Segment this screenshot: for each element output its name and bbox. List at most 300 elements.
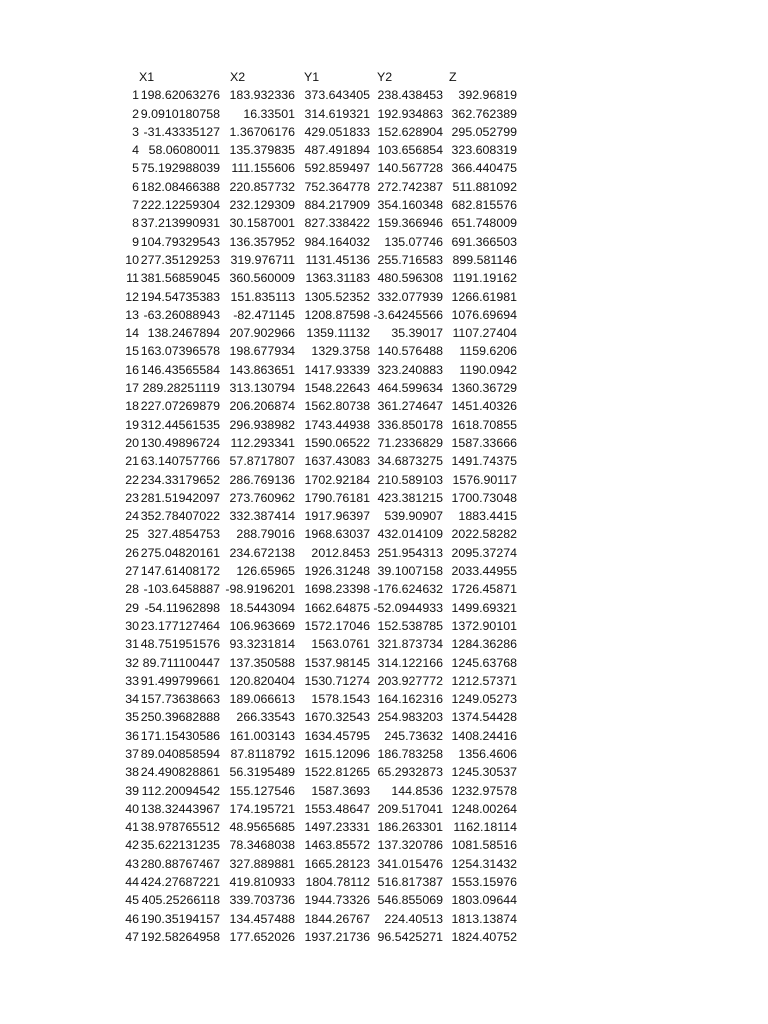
cell-y2: 423.381215 — [377, 490, 443, 505]
cell-y2: 71.2336829 — [377, 435, 443, 450]
row-index: 13 — [125, 307, 139, 322]
cell-x1: 58.06080011 — [148, 143, 220, 158]
cell-z: 1803.09644 — [451, 893, 517, 908]
cell-y1: 1548.22643 — [304, 381, 370, 396]
cell-x2: 327.889881 — [229, 856, 295, 871]
cell-y2: 361.274647 — [377, 399, 443, 414]
table-row — [113, 562, 517, 580]
cell-z: 1159.6206 — [459, 344, 517, 359]
cell-z: 1491.74375 — [451, 454, 517, 469]
table-row — [113, 544, 517, 562]
cell-x1: 130.49896724 — [140, 435, 220, 450]
cell-x1: 227.07269879 — [140, 399, 220, 414]
cell-x2: 56.3195489 — [229, 765, 295, 780]
cell-x1: -31.43335127 — [143, 124, 220, 139]
cell-y1: 1937.21736 — [304, 929, 370, 944]
cell-x1: 250.39682888 — [140, 710, 220, 725]
cell-y1: 1662.64875 — [304, 600, 370, 615]
row-index: 9 — [132, 234, 139, 249]
row-index: 32 — [125, 655, 139, 670]
table-row — [113, 361, 517, 379]
table-row — [113, 507, 517, 525]
row-index: 22 — [125, 472, 139, 487]
cell-x1: 9.0910180758 — [140, 106, 220, 121]
cell-y1: 1497.23331 — [304, 820, 370, 835]
cell-y2: 336.850178 — [377, 417, 443, 432]
table-row — [113, 324, 517, 342]
cell-z: 1374.54428 — [451, 710, 517, 725]
row-index: 23 — [125, 490, 139, 505]
cell-x2: 206.206874 — [229, 399, 295, 414]
cell-z: 2095.37274 — [451, 545, 517, 560]
row-index: 39 — [125, 783, 139, 798]
row-index: 29 — [125, 600, 139, 615]
table-row — [113, 178, 517, 196]
cell-x2: 151.835113 — [230, 289, 295, 304]
cell-x1: 192.58264958 — [140, 929, 220, 944]
cell-x1: 194.54735383 — [140, 289, 220, 304]
table-row — [113, 928, 517, 946]
row-index: 4 — [132, 143, 139, 158]
cell-y2: 103.656854 — [377, 143, 443, 158]
cell-y1: 1562.80738 — [304, 399, 370, 414]
cell-y2: 135.07746 — [384, 234, 443, 249]
cell-z: 1618.70855 — [451, 417, 517, 432]
cell-x2: 120.820404 — [229, 673, 295, 688]
cell-y2: 516.817387 — [377, 875, 443, 890]
cell-x2: 57.8717807 — [229, 454, 295, 469]
table-row — [113, 818, 517, 836]
cell-y1: 1463.85572 — [304, 838, 370, 853]
cell-x2: 189.066613 — [229, 692, 295, 707]
cell-x1: -103.6458887 — [143, 582, 220, 597]
cell-y1: 1363.31183 — [305, 271, 370, 286]
cell-x2: 234.672138 — [229, 545, 295, 560]
row-index: 21 — [125, 454, 139, 469]
row-index: 36 — [125, 728, 139, 743]
cell-z: 392.96819 — [458, 88, 517, 103]
table-row — [113, 910, 517, 928]
table-row — [113, 599, 517, 617]
cell-x2: 207.902966 — [229, 326, 295, 341]
cell-y1: 1702.92184 — [304, 472, 370, 487]
cell-y1: 984.164032 — [304, 234, 370, 249]
cell-y2: 159.366946 — [377, 216, 443, 231]
cell-x2: 232.129309 — [229, 198, 295, 213]
cell-z: 1553.15976 — [451, 875, 517, 890]
cell-x1: 222.12259304 — [140, 198, 220, 213]
cell-x1: 89.040858594 — [140, 746, 220, 761]
cell-z: 1824.40752 — [451, 929, 517, 944]
row-index: 46 — [125, 911, 139, 926]
cell-x2: 135.379835 — [229, 143, 295, 158]
cell-x2: 183.932336 — [229, 88, 295, 103]
cell-x2: 111.155606 — [231, 161, 295, 176]
cell-z: 1356.4606 — [458, 746, 517, 761]
row-index: 31 — [125, 637, 139, 652]
cell-x2: 273.760962 — [229, 490, 295, 505]
row-index: 6 — [132, 179, 139, 194]
table-body — [113, 86, 517, 946]
cell-y2: 152.538785 — [377, 618, 443, 633]
cell-y2: 186.783258 — [377, 746, 443, 761]
cell-z: 1232.97578 — [451, 783, 517, 798]
cell-x1: 157.73638663 — [140, 692, 220, 707]
cell-z: 1191.19162 — [452, 271, 517, 286]
cell-x2: 360.560009 — [229, 271, 295, 286]
table-row — [113, 580, 517, 598]
cell-x2: 220.857732 — [229, 179, 295, 194]
cell-y1: 1634.45795 — [304, 728, 370, 743]
row-index: 17 — [125, 381, 139, 396]
cell-y1: 1844.26767 — [304, 911, 370, 926]
cell-x1: 280.88767467 — [140, 856, 220, 871]
cell-z: 1451.40326 — [451, 399, 517, 414]
table-row — [113, 251, 517, 269]
table-row — [113, 141, 517, 159]
cell-x1: 281.51942097 — [140, 490, 220, 505]
cell-x2: 106.963669 — [229, 618, 295, 633]
cell-y2: 254.983203 — [377, 710, 443, 725]
cell-y2: 144.8536 — [391, 783, 443, 798]
cell-y1: 1637.43083 — [304, 454, 370, 469]
cell-y2: 238.438453 — [377, 88, 443, 103]
cell-x1: 289.28251119 — [142, 381, 220, 396]
table-row — [113, 891, 517, 909]
cell-x2: 319.976711 — [230, 252, 295, 267]
header-y2: Y2 — [377, 70, 393, 84]
cell-x2: 93.3231814 — [229, 637, 295, 652]
cell-z: 1254.31432 — [451, 856, 517, 871]
cell-z: 1576.90117 — [452, 472, 517, 487]
cell-y1: 1804.78112 — [305, 875, 370, 890]
row-index: 45 — [125, 893, 139, 908]
header-row — [113, 68, 517, 86]
table-row — [113, 379, 517, 397]
cell-y1: 1944.73326 — [304, 893, 370, 908]
cell-z: 1284.36286 — [451, 637, 517, 652]
row-index: 15 — [125, 344, 139, 359]
row-index: 14 — [125, 326, 139, 341]
row-index: 42 — [125, 838, 139, 853]
cell-y1: 1537.98145 — [304, 655, 370, 670]
row-index: 10 — [125, 252, 139, 267]
cell-z: 1076.69694 — [451, 307, 517, 322]
table-row — [113, 727, 517, 745]
cell-y1: 884.217909 — [304, 198, 370, 213]
cell-y1: 1590.06522 — [304, 435, 370, 450]
header-y1: Y1 — [304, 70, 320, 84]
cell-z: 511.881092 — [452, 179, 517, 194]
cell-z: 1813.13874 — [451, 911, 517, 926]
cell-x1: 112.20094542 — [141, 783, 220, 798]
cell-y2: 255.716583 — [377, 252, 443, 267]
table-row — [113, 105, 517, 123]
cell-y1: 487.491894 — [304, 143, 370, 158]
cell-y1: 1968.63037 — [304, 527, 370, 542]
row-index: 41 — [125, 820, 139, 835]
cell-y2: 464.599634 — [377, 381, 443, 396]
cell-x2: 143.863651 — [229, 362, 295, 377]
cell-y1: 1917.96397 — [304, 509, 370, 524]
row-index: 40 — [125, 801, 139, 816]
header-x2: X2 — [230, 70, 246, 84]
cell-x2: 87.8118792 — [230, 746, 295, 761]
cell-y2: 272.742387 — [377, 179, 443, 194]
cell-x2: 16.33501 — [243, 106, 295, 121]
cell-z: 1883.4415 — [458, 509, 517, 524]
cell-z: 1162.18114 — [453, 820, 517, 835]
cell-y1: 1305.52352 — [304, 289, 370, 304]
table-row — [113, 745, 517, 763]
row-index: 16 — [125, 362, 139, 377]
table-row — [113, 800, 517, 818]
cell-y2: -3.64245566 — [373, 307, 443, 322]
table-row — [113, 416, 517, 434]
cell-z: 1107.27404 — [452, 326, 517, 341]
cell-x1: 38.978765512 — [140, 820, 220, 835]
row-index: 35 — [125, 710, 139, 725]
cell-x2: 313.130794 — [229, 381, 295, 396]
cell-y2: 39.1007158 — [377, 564, 443, 579]
cell-y1: 827.338422 — [304, 216, 370, 231]
cell-x1: 277.35129253 — [140, 252, 220, 267]
cell-x1: 23.177127464 — [140, 618, 220, 633]
cell-y1: 1587.3693 — [311, 783, 370, 798]
cell-y2: 140.576488 — [377, 344, 443, 359]
cell-x1: 146.43565584 — [140, 362, 220, 377]
cell-x2: 332.387414 — [229, 509, 295, 524]
row-index: 27 — [125, 564, 139, 579]
cell-x1: 138.32443967 — [140, 801, 220, 816]
table-row — [113, 342, 517, 360]
table-row — [113, 434, 517, 452]
cell-y1: 1329.3758 — [311, 344, 370, 359]
cell-z: 2022.58282 — [451, 527, 517, 542]
cell-y2: 209.517041 — [377, 801, 443, 816]
cell-x1: 327.4854753 — [147, 527, 220, 542]
cell-x1: 37.213990931 — [140, 216, 220, 231]
cell-x2: 155.127546 — [229, 783, 295, 798]
cell-y1: 752.364778 — [304, 179, 370, 194]
cell-z: 1245.63768 — [451, 655, 517, 670]
table-row — [113, 489, 517, 507]
cell-y1: 1522.81265 — [304, 765, 370, 780]
cell-z: 2033.44955 — [451, 564, 517, 579]
cell-x1: 163.07396578 — [140, 344, 220, 359]
table-row — [113, 288, 517, 306]
table-row — [113, 763, 517, 781]
cell-x2: 198.677934 — [229, 344, 295, 359]
cell-y2: 137.320786 — [377, 838, 443, 853]
row-index: 33 — [125, 673, 139, 688]
cell-y2: 224.40513 — [384, 911, 443, 926]
row-index: 37 — [125, 746, 139, 761]
cell-x2: 266.33543 — [236, 710, 295, 725]
cell-x1: 190.35194157 — [140, 911, 220, 926]
table-row — [113, 196, 517, 214]
table-row — [113, 159, 517, 177]
cell-y1: 1563.0761 — [311, 637, 370, 652]
cell-x2: -98.9196201 — [225, 582, 295, 597]
cell-x1: 312.44561535 — [140, 417, 220, 432]
cell-z: 682.815576 — [451, 198, 517, 213]
cell-z: 1499.69321 — [451, 600, 517, 615]
table-row — [113, 525, 517, 543]
cell-y1: 1615.12096 — [304, 746, 370, 761]
cell-y2: 354.160348 — [377, 198, 443, 213]
row-index: 2 — [132, 106, 139, 121]
table-row — [113, 471, 517, 489]
table-row — [113, 782, 517, 800]
cell-z: 1249.05273 — [451, 692, 517, 707]
header-index — [113, 68, 139, 86]
table-row — [113, 873, 517, 891]
cell-z: 1587.33666 — [451, 435, 517, 450]
table-row — [113, 123, 517, 141]
cell-y2: 314.122166 — [377, 655, 443, 670]
cell-x2: 339.703736 — [229, 893, 295, 908]
cell-z: 1408.24416 — [451, 728, 517, 743]
cell-y2: -176.624632 — [373, 582, 443, 597]
table-row — [113, 269, 517, 287]
row-index: 5 — [132, 161, 139, 176]
cell-y2: 192.934863 — [377, 106, 443, 121]
table-row — [113, 855, 517, 873]
row-index: 1 — [132, 88, 139, 103]
cell-x1: 24.490828861 — [140, 765, 220, 780]
cell-z: 366.440475 — [451, 161, 517, 176]
row-index: 34 — [125, 692, 139, 707]
table-row — [113, 233, 517, 251]
spreadsheet — [0, 68, 768, 946]
cell-y2: 152.628904 — [377, 124, 443, 139]
cell-y1: 1698.23398 — [304, 582, 370, 597]
row-index: 26 — [125, 545, 139, 560]
header-z: Z — [449, 70, 457, 84]
cell-y1: 1553.48647 — [304, 801, 370, 816]
cell-x2: 18.5443094 — [229, 600, 295, 615]
cell-z: 1372.90101 — [451, 618, 517, 633]
cell-y2: 34.6873275 — [377, 454, 443, 469]
cell-y2: 480.596308 — [377, 271, 443, 286]
cell-x2: 126.65965 — [236, 564, 295, 579]
cell-x1: 48.751951576 — [140, 637, 220, 652]
cell-x1: 171.15430586 — [140, 728, 220, 743]
cell-y1: 592.859497 — [304, 161, 370, 176]
cell-z: 899.581146 — [452, 252, 517, 267]
table-row — [113, 635, 517, 653]
cell-x1: 182.08466388 — [140, 179, 220, 194]
cell-x2: 161.003143 — [229, 728, 295, 743]
cell-z: 323.608319 — [451, 143, 517, 158]
cell-y1: 1670.32543 — [304, 710, 370, 725]
cell-z: 1212.57371 — [451, 673, 517, 688]
row-index: 43 — [125, 856, 139, 871]
table-row — [113, 452, 517, 470]
cell-y2: 96.5425271 — [377, 929, 443, 944]
cell-x1: 35.622131235 — [140, 838, 220, 853]
cell-y1: 1926.31248 — [304, 564, 370, 579]
cell-y1: 1665.28123 — [304, 856, 370, 871]
cell-x1: 352.78407022 — [140, 509, 220, 524]
cell-x1: -63.26088943 — [143, 307, 220, 322]
table-row — [113, 617, 517, 635]
row-index: 11 — [126, 271, 139, 286]
cell-y1: 1578.1543 — [311, 692, 370, 707]
cell-x2: 137.350588 — [229, 655, 295, 670]
row-index: 30 — [125, 618, 139, 633]
row-index: 20 — [125, 435, 139, 450]
cell-y2: 203.927772 — [377, 673, 443, 688]
data-table — [113, 68, 517, 946]
cell-y2: 245.73632 — [384, 728, 443, 743]
cell-z: 1266.61981 — [451, 289, 517, 304]
cell-y1: 1417.93339 — [304, 362, 370, 377]
table-row — [113, 306, 517, 324]
cell-z: 1700.73048 — [451, 490, 517, 505]
row-index: 3 — [132, 124, 139, 139]
cell-y2: 332.077939 — [377, 289, 443, 304]
row-index: 7 — [132, 198, 139, 213]
cell-x1: 381.56859045 — [140, 271, 220, 286]
cell-y2: 539.90907 — [384, 509, 443, 524]
cell-y1: 314.619321 — [304, 106, 370, 121]
cell-x1: 138.2467894 — [147, 326, 220, 341]
cell-x2: 78.3468038 — [229, 838, 295, 853]
cell-y2: 341.015476 — [377, 856, 443, 871]
cell-x1: 75.192988039 — [140, 161, 220, 176]
table-row — [113, 397, 517, 415]
cell-y2: 140.567728 — [377, 161, 443, 176]
cell-z: 295.052799 — [451, 124, 517, 139]
cell-x2: 30.1587001 — [229, 216, 295, 231]
cell-x2: 134.457488 — [229, 911, 295, 926]
cell-y2: 65.2932873 — [377, 765, 443, 780]
cell-x2: 1.36706176 — [229, 124, 295, 139]
cell-y1: 1208.87598 — [304, 307, 370, 322]
cell-y2: 321.873734 — [377, 637, 443, 652]
cell-z: 691.366503 — [451, 234, 517, 249]
row-index: 47 — [125, 929, 139, 944]
cell-x2: 288.79016 — [236, 527, 295, 542]
cell-x2: 136.357952 — [229, 234, 295, 249]
cell-x2: 174.195721 — [229, 801, 295, 816]
cell-y1: 1572.17046 — [304, 618, 370, 633]
cell-z: 1245.30537 — [451, 765, 517, 780]
cell-x2: 419.810933 — [229, 875, 295, 890]
cell-x2: 177.652026 — [229, 929, 295, 944]
cell-y2: 210.589103 — [377, 472, 443, 487]
cell-y2: 546.855069 — [377, 893, 443, 908]
cell-y1: 1530.71274 — [304, 673, 370, 688]
table-row — [113, 672, 517, 690]
cell-y2: 164.162316 — [377, 692, 443, 707]
row-index: 25 — [125, 527, 139, 542]
cell-x2: 112.293341 — [230, 435, 295, 450]
cell-x1: 234.33179652 — [140, 472, 220, 487]
cell-y2: 251.954313 — [377, 545, 443, 560]
row-index: 12 — [125, 289, 139, 304]
cell-z: 1726.45871 — [451, 582, 517, 597]
cell-x1: 275.04820161 — [140, 545, 220, 560]
cell-y1: 1743.44938 — [304, 417, 370, 432]
cell-z: 1190.0942 — [459, 362, 517, 377]
table-row — [113, 708, 517, 726]
header-x1: X1 — [139, 70, 155, 84]
cell-z: 651.748009 — [451, 216, 517, 231]
cell-x1: 424.27687221 — [140, 875, 220, 890]
